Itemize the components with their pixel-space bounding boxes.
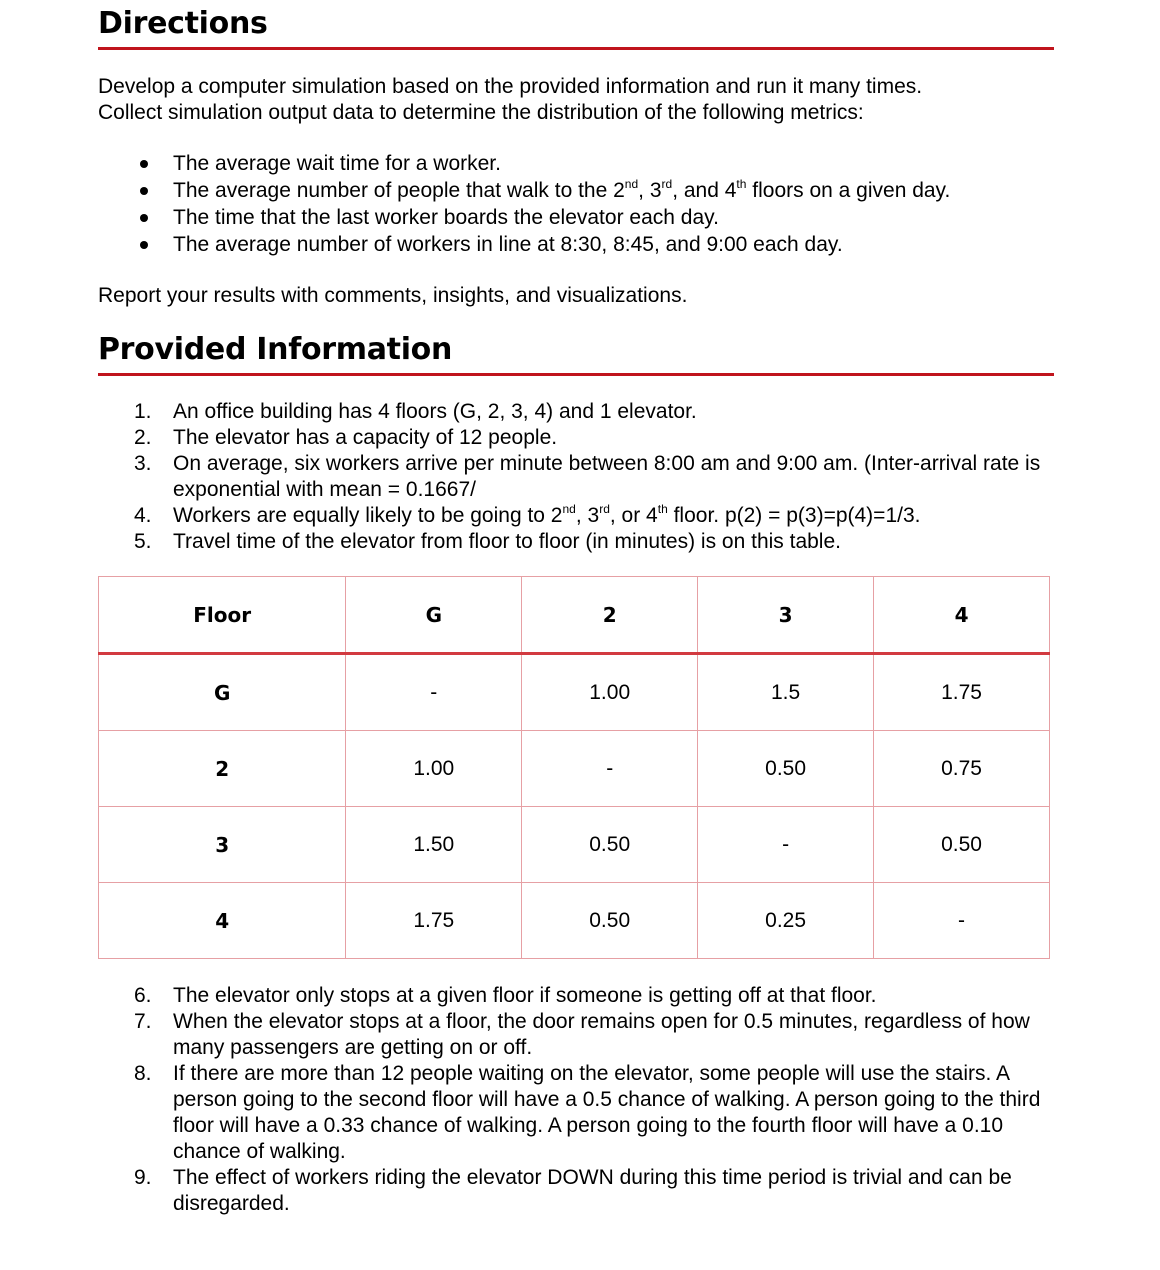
directions-intro xyxy=(98,74,1028,126)
list-item xyxy=(98,425,1056,451)
bullet-text: The time that the last worker boards the elevator each day. xyxy=(173,206,719,229)
item-number: 4. xyxy=(134,504,152,527)
table-cell: - xyxy=(522,731,698,807)
bullet-icon xyxy=(140,160,148,168)
table-cell: 0.75 xyxy=(874,731,1050,807)
table-cell: 0.50 xyxy=(874,807,1050,883)
item-text: The elevator only stops at a given floor if someone is getting off at that floor. xyxy=(173,984,877,1007)
bullet-icon xyxy=(140,214,148,222)
table-cell: 1.75 xyxy=(874,654,1050,731)
provided-information-heading: Provided Information xyxy=(98,332,1054,376)
table-cell: 0.50 xyxy=(698,731,874,807)
table-cell: 0.50 xyxy=(522,883,698,959)
item-number: 8. xyxy=(134,1062,152,1085)
provided-list-part-1 xyxy=(98,399,1056,555)
ordinal-suffix: th xyxy=(657,502,668,516)
table-header: G xyxy=(346,577,522,654)
ordinal-suffix: nd xyxy=(562,502,576,516)
item-text: On average, six workers arrive per minute between 8:00 am and 9:00 am. (Inter-arrival rate is exponential with mean = 0.1667/ xyxy=(173,452,1041,501)
intro-line-1: Develop a computer simulation based on the provided information and run it many times. xyxy=(98,75,923,98)
item-text-part: , 3 xyxy=(575,504,600,527)
item-text-part: floor. p(2) = p(3)=p(4)=1/3. xyxy=(667,504,921,527)
item-text-part: , or 4 xyxy=(609,504,658,527)
table-row xyxy=(99,883,1050,959)
bullet-text: The average number of workers in line at 8:30, 8:45, and 9:00 each day. xyxy=(173,233,843,256)
list-item xyxy=(98,150,1048,177)
item-number: 1. xyxy=(134,400,152,423)
item-text: The elevator has a capacity of 12 people. xyxy=(173,426,558,449)
item-number: 2. xyxy=(134,426,152,449)
table-cell: 1.75 xyxy=(346,883,522,959)
item-text: Travel time of the elevator from floor to floor (in minutes) is on this table. xyxy=(173,530,841,553)
ordinal-suffix: rd xyxy=(599,502,610,516)
item-number: 6. xyxy=(134,984,152,1007)
item-number: 5. xyxy=(134,530,152,553)
ordinal-suffix: th xyxy=(736,177,747,191)
bullet-text-part: , and 4 xyxy=(672,179,737,202)
list-item xyxy=(98,177,1048,204)
table-cell: 1.50 xyxy=(346,807,522,883)
list-item xyxy=(98,1009,1063,1061)
bullet-text-part: , 3 xyxy=(638,179,662,202)
intro-line-2: Collect simulation output data to determine the distribution of the following metrics: xyxy=(98,101,864,124)
item-number: 9. xyxy=(134,1166,152,1189)
table-row xyxy=(99,807,1050,883)
table-row xyxy=(99,731,1050,807)
item-number: 3. xyxy=(134,452,152,475)
table-header: 3 xyxy=(698,577,874,654)
report-instruction: Report your results with comments, insights, and visualizations. xyxy=(98,284,688,307)
bullet-text-part: The average number of people that walk to the 2 xyxy=(173,179,625,202)
list-item xyxy=(98,451,1053,503)
table-cell: - xyxy=(346,654,522,731)
ordinal-suffix: rd xyxy=(661,177,673,191)
list-item xyxy=(98,503,1056,529)
item-number: 7. xyxy=(134,1010,152,1033)
row-floor: 4 xyxy=(99,883,346,959)
list-item xyxy=(98,1165,1073,1217)
row-floor: 3 xyxy=(99,807,346,883)
item-text: The effect of workers riding the elevator DOWN during this time period is trivial and can be disregarded. xyxy=(173,1166,1012,1215)
list-item xyxy=(98,1061,1073,1165)
provided-list-part-2 xyxy=(98,983,1056,1217)
table-cell: - xyxy=(874,883,1050,959)
directions-heading: Directions xyxy=(98,6,1054,50)
table-cell: 0.50 xyxy=(522,807,698,883)
bullet-icon xyxy=(140,241,148,249)
table-header: Floor xyxy=(99,577,346,654)
item-text: An office building has 4 floors (G, 2, 3, 4) and 1 elevator. xyxy=(173,400,697,423)
table-cell: 1.5 xyxy=(698,654,874,731)
list-item xyxy=(98,983,1056,1009)
table-row xyxy=(99,654,1050,731)
table-header-row xyxy=(99,577,1050,654)
bullet-text: The average wait time for a worker. xyxy=(173,152,501,175)
item-text-part: Workers are equally likely to be going to 2 xyxy=(173,504,563,527)
item-text: When the elevator stops at a floor, the door remains open for 0.5 minutes, regardless of how many passengers are getting on or off. xyxy=(173,1010,1030,1059)
list-item xyxy=(98,204,1048,231)
table-cell: - xyxy=(698,807,874,883)
bullet-text-part: floors on a given day. xyxy=(746,179,951,202)
table-header: 4 xyxy=(874,577,1050,654)
bullet-icon xyxy=(140,187,148,195)
list-item xyxy=(98,399,1056,425)
table-cell: 1.00 xyxy=(346,731,522,807)
list-item xyxy=(98,529,1056,555)
item-text: If there are more than 12 people waiting on the elevator, some people will use the stairs. A person going to the second floor will have a 0.5 chance of walking. A person going to the third floor will have a 0.33 chance of walking. A person going to the fourth floor will have a 0.10 chance of walking. xyxy=(173,1062,1041,1163)
ordinal-suffix: nd xyxy=(624,177,639,191)
metrics-list xyxy=(98,150,1048,258)
row-floor: 2 xyxy=(99,731,346,807)
table-header: 2 xyxy=(522,577,698,654)
travel-time-table xyxy=(98,576,1050,959)
list-item xyxy=(98,231,1048,258)
table-cell: 1.00 xyxy=(522,654,698,731)
table-cell: 0.25 xyxy=(698,883,874,959)
row-floor: G xyxy=(99,654,346,731)
